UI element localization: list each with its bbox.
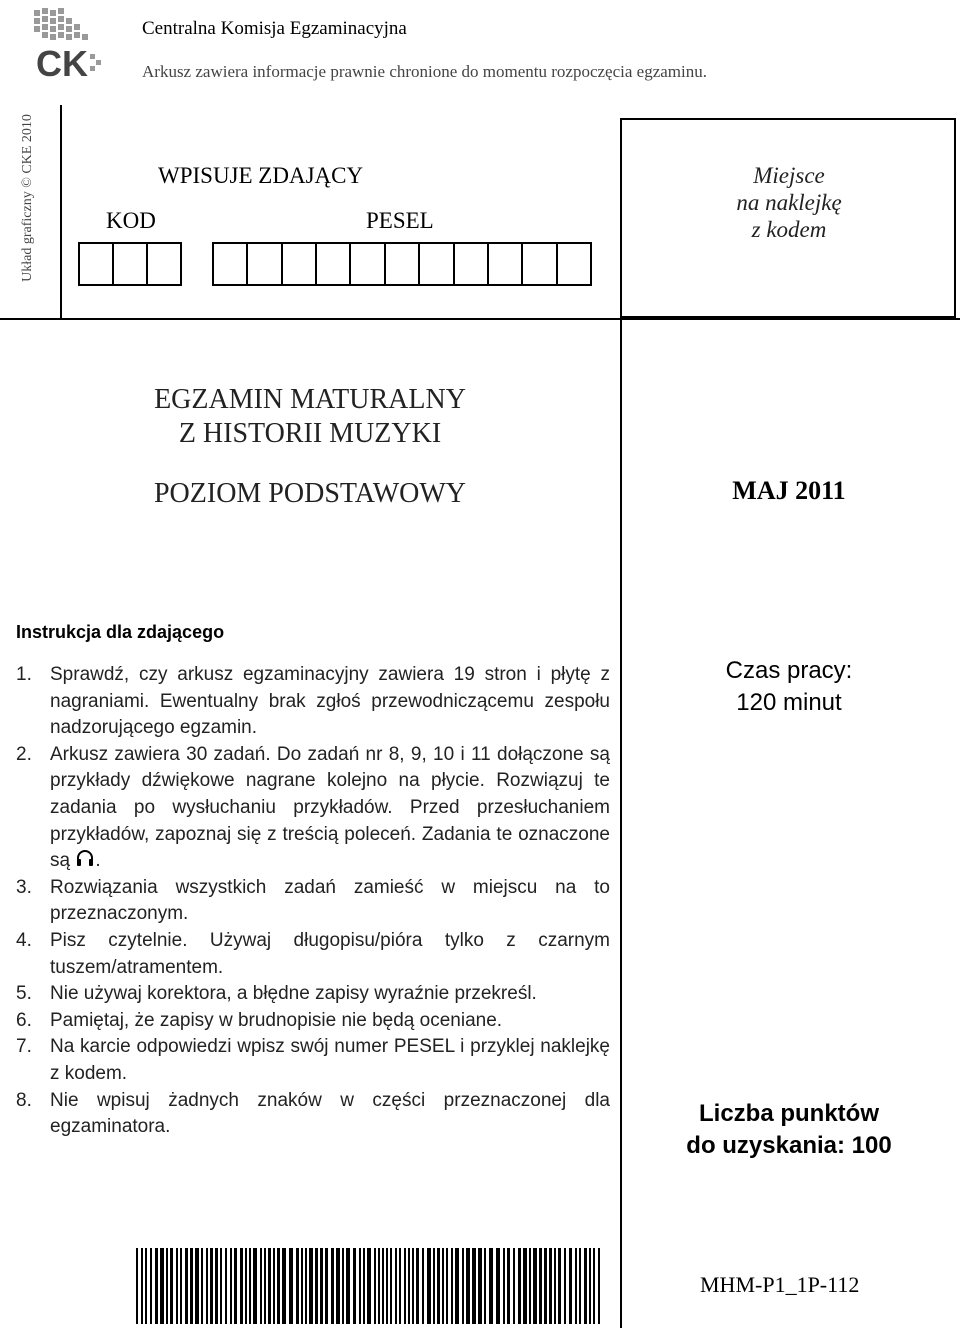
barcode-bar [305,1248,307,1324]
points-value: do uzyskania: 100 [686,1132,892,1159]
item-number: 1. [16,664,32,685]
item-text: Pisz czytelnie. Używaj długopisu/pióra tylko z czarnym tuszem/atramentem. [50,929,610,978]
barcode-bar [382,1248,384,1324]
item-text: Sprawdź, czy arkusz egzaminacyjny zawiera 19 stron i płytę z nagraniami. Ewentualny brak zgłoś przewodniczącemu zespołu nadzorującego egzamin. [50,664,610,739]
exam-code: MHM-P1_1P-112 [700,1272,860,1297]
pesel-label: PESEL [366,208,434,233]
barcode-bar [427,1248,431,1324]
exam-title-line: EGZAMIN MATURALNY [154,384,466,415]
instruction-item [16,1008,610,1035]
kod-field[interactable] [78,242,182,286]
barcode-bar [513,1248,515,1324]
barcode-bar [141,1248,143,1324]
barcode-bar [359,1248,361,1324]
barcode-bar [408,1248,410,1324]
pesel-digit-box[interactable] [523,244,557,284]
instruction-item [16,875,610,928]
pesel-field[interactable] [212,242,592,286]
barcode-bar [395,1248,397,1324]
barcode-bar [234,1248,237,1324]
barcode-bar [282,1248,286,1324]
barcode-bar [201,1248,203,1324]
barcode-bar [289,1248,293,1324]
item-number: 7. [16,1036,32,1058]
kod-digit-box[interactable] [80,244,114,284]
instructions-heading: Instrukcja dla zdającego [16,622,225,642]
barcode-bar [496,1248,500,1324]
instructions-list [16,662,610,1141]
item-text-body: Arkusz zawiera 30 zadań. Do zadań nr 8, 9, 10 i 11 dołączone są przykłady dźwiękowe nagrane kolejno na płycie. Rozwiązuj te zadania po wysłuchaniu przykładów. Przed przesłuchaniem przykładów, zapoznaj się z treścią poleceń. Zadania te oznaczone są [50,743,610,872]
barcode-bar [478,1248,482,1324]
barcode-bar [253,1248,257,1324]
barcode-bar [320,1248,323,1324]
barcode-bar [462,1248,464,1324]
instruction-item [16,742,610,875]
pesel-digit-box[interactable] [351,244,385,284]
barcode-bar [584,1248,587,1324]
barcode-bar [353,1248,356,1324]
barcode-bar [399,1248,401,1324]
item-text: Nie używaj korektora, a błędne zapisy wyraźnie przekreśl. [50,983,537,1005]
points-label: Liczba punktów [699,1100,879,1127]
max-points [622,1098,956,1162]
cke-logo [30,4,106,82]
kod-digit-box[interactable] [114,244,148,284]
barcode-bar [386,1248,388,1324]
barcode-bar [273,1248,275,1324]
item-text [50,742,610,875]
barcode-bar [195,1248,199,1324]
section-label: WPISUJE ZDAJĄCY [158,163,364,188]
barcode-bar [170,1248,173,1324]
barcode-bar [422,1248,424,1324]
barcode-bar [390,1248,392,1324]
protection-notice: Arkusz zawiera informacje prawnie chronione do momentu rozpoczęcia egzaminu. [142,62,708,81]
barcode-bar [575,1248,577,1324]
exam-title [60,383,560,451]
pesel-digit-box[interactable] [558,244,590,284]
item-text: Rozwiązania wszystkich zadań zamieść w miejscu na to przeznaczonym. [50,876,610,925]
duration-label: Czas pracy: [725,657,853,684]
barcode-bar [549,1248,552,1324]
duration-value: 120 minut [736,689,842,716]
kod-digit-box[interactable] [148,244,180,284]
sticker-line: Miejsce [753,163,825,188]
exam-date: MAJ 2011 [732,476,846,505]
barcode-bar [433,1248,435,1324]
barcode-bar [150,1248,152,1324]
barcode-bar [523,1248,527,1324]
barcode-bar [296,1248,299,1324]
barcode-bar [593,1248,595,1324]
item-text: Pamiętaj, że zapisy w brudnopisie nie będą oceniane. [50,1009,503,1031]
barcode-bar [507,1248,510,1324]
barcode-bar [451,1248,453,1324]
copyright-label: Układ graficzny © CKE 2010 [20,114,35,282]
barcode-bar [442,1248,444,1324]
instruction-item [16,1034,610,1087]
kod-label: KOD [106,208,156,233]
barcode-bar [145,1248,147,1324]
barcode-bar [533,1248,537,1324]
pesel-digit-box[interactable] [214,244,248,284]
pesel-digit-box[interactable] [283,244,317,284]
barcode-bar [245,1248,247,1324]
barcode-bar [325,1248,328,1324]
barcode-bar [346,1248,350,1324]
barcode-bar [529,1248,531,1324]
barcode-bar [264,1248,266,1324]
barcode-bar [466,1248,470,1324]
barcode-bar [336,1248,340,1324]
barcode-bar [220,1248,222,1324]
barcode-bar [437,1248,440,1324]
logo-text: CK [36,43,88,82]
barcode-bar [249,1248,251,1324]
barcode-bar [416,1248,419,1324]
barcode-bar [558,1248,561,1324]
barcode-bar [230,1248,232,1324]
instruction-item [16,928,610,981]
headphones-icon [75,848,95,868]
sticker-placeholder [622,162,956,243]
pesel-digit-box[interactable] [455,244,489,284]
barcode-bar [544,1248,547,1324]
barcode-bar [412,1248,414,1324]
barcode-bar [554,1248,556,1324]
exam-title-line: Z HISTORII MUZYKI [178,418,442,449]
barcode-bar [539,1248,542,1324]
barcode-bar [342,1248,344,1324]
pesel-digit-box[interactable] [386,244,420,284]
pesel-digit-box[interactable] [317,244,351,284]
exam-level: POZIOM PODSTAWOWY [153,478,467,509]
barcode-bar [315,1248,318,1324]
instruction-item [16,1088,610,1141]
instruction-item [16,981,610,1008]
barcode-bar [277,1248,280,1324]
barcode-bar [489,1248,493,1324]
item-text: Nie wpisuj żadnych znaków w części przeznaczonej dla egzaminatora. [50,1089,610,1138]
barcode-bar [260,1248,262,1324]
barcode-bar [579,1248,581,1324]
barcode-bar [180,1248,182,1324]
barcode-bar [160,1248,164,1324]
barcode-bar [240,1248,243,1324]
barcode-bar [225,1248,227,1324]
barcode-bar [484,1248,486,1324]
column-divider [620,318,622,1328]
barcode-bar [503,1248,505,1324]
header-divider [0,318,960,320]
item-number: 6. [16,1009,32,1031]
barcode-bar [166,1248,168,1324]
sticker-line: na naklejkę [736,190,842,215]
barcode-bar [378,1248,380,1324]
barcode-bar [136,1248,138,1324]
barcode-bar [598,1248,600,1324]
barcode-bar [404,1248,406,1324]
barcode-bar [155,1248,158,1324]
barcode-bar [215,1248,218,1324]
barcode-bar [374,1248,376,1324]
sticker-line: z kodem [751,217,827,242]
pesel-digit-box[interactable] [489,244,523,284]
item-suffix: . [95,850,101,872]
organization-name: Centralna Komisja Egzaminacyjna [142,18,407,39]
pesel-digit-box[interactable] [420,244,454,284]
barcode-bar [331,1248,334,1324]
barcode-bar [206,1248,208,1324]
barcode-bar [363,1248,365,1324]
item-number: 2. [16,743,32,765]
barcode-bar [472,1248,476,1324]
pesel-digit-box[interactable] [248,244,282,284]
barcode-bar [309,1248,313,1324]
barcode-bar [210,1248,213,1324]
barcode-bar [446,1248,448,1324]
barcode-bar [564,1248,566,1324]
barcode [136,1248,604,1324]
barcode-bar [190,1248,193,1324]
barcode-bar [455,1248,459,1324]
exam-duration [622,655,956,719]
item-number: 8. [16,1089,32,1111]
barcode-bar [589,1248,591,1324]
item-number: 3. [16,876,32,898]
barcode-bar [569,1248,572,1324]
barcode-bar [367,1248,371,1324]
item-number: 4. [16,929,32,951]
barcode-bar [176,1248,178,1324]
instruction-item [16,662,610,742]
barcode-bar [185,1248,188,1324]
barcode-bar [301,1248,303,1324]
left-border [60,105,62,320]
barcode-bar [518,1248,521,1324]
item-text: Na karcie odpowiedzi wpisz swój numer PESEL i przyklej naklejkę z kodem. [50,1036,610,1084]
item-number: 5. [16,983,32,1005]
barcode-bar [268,1248,271,1324]
